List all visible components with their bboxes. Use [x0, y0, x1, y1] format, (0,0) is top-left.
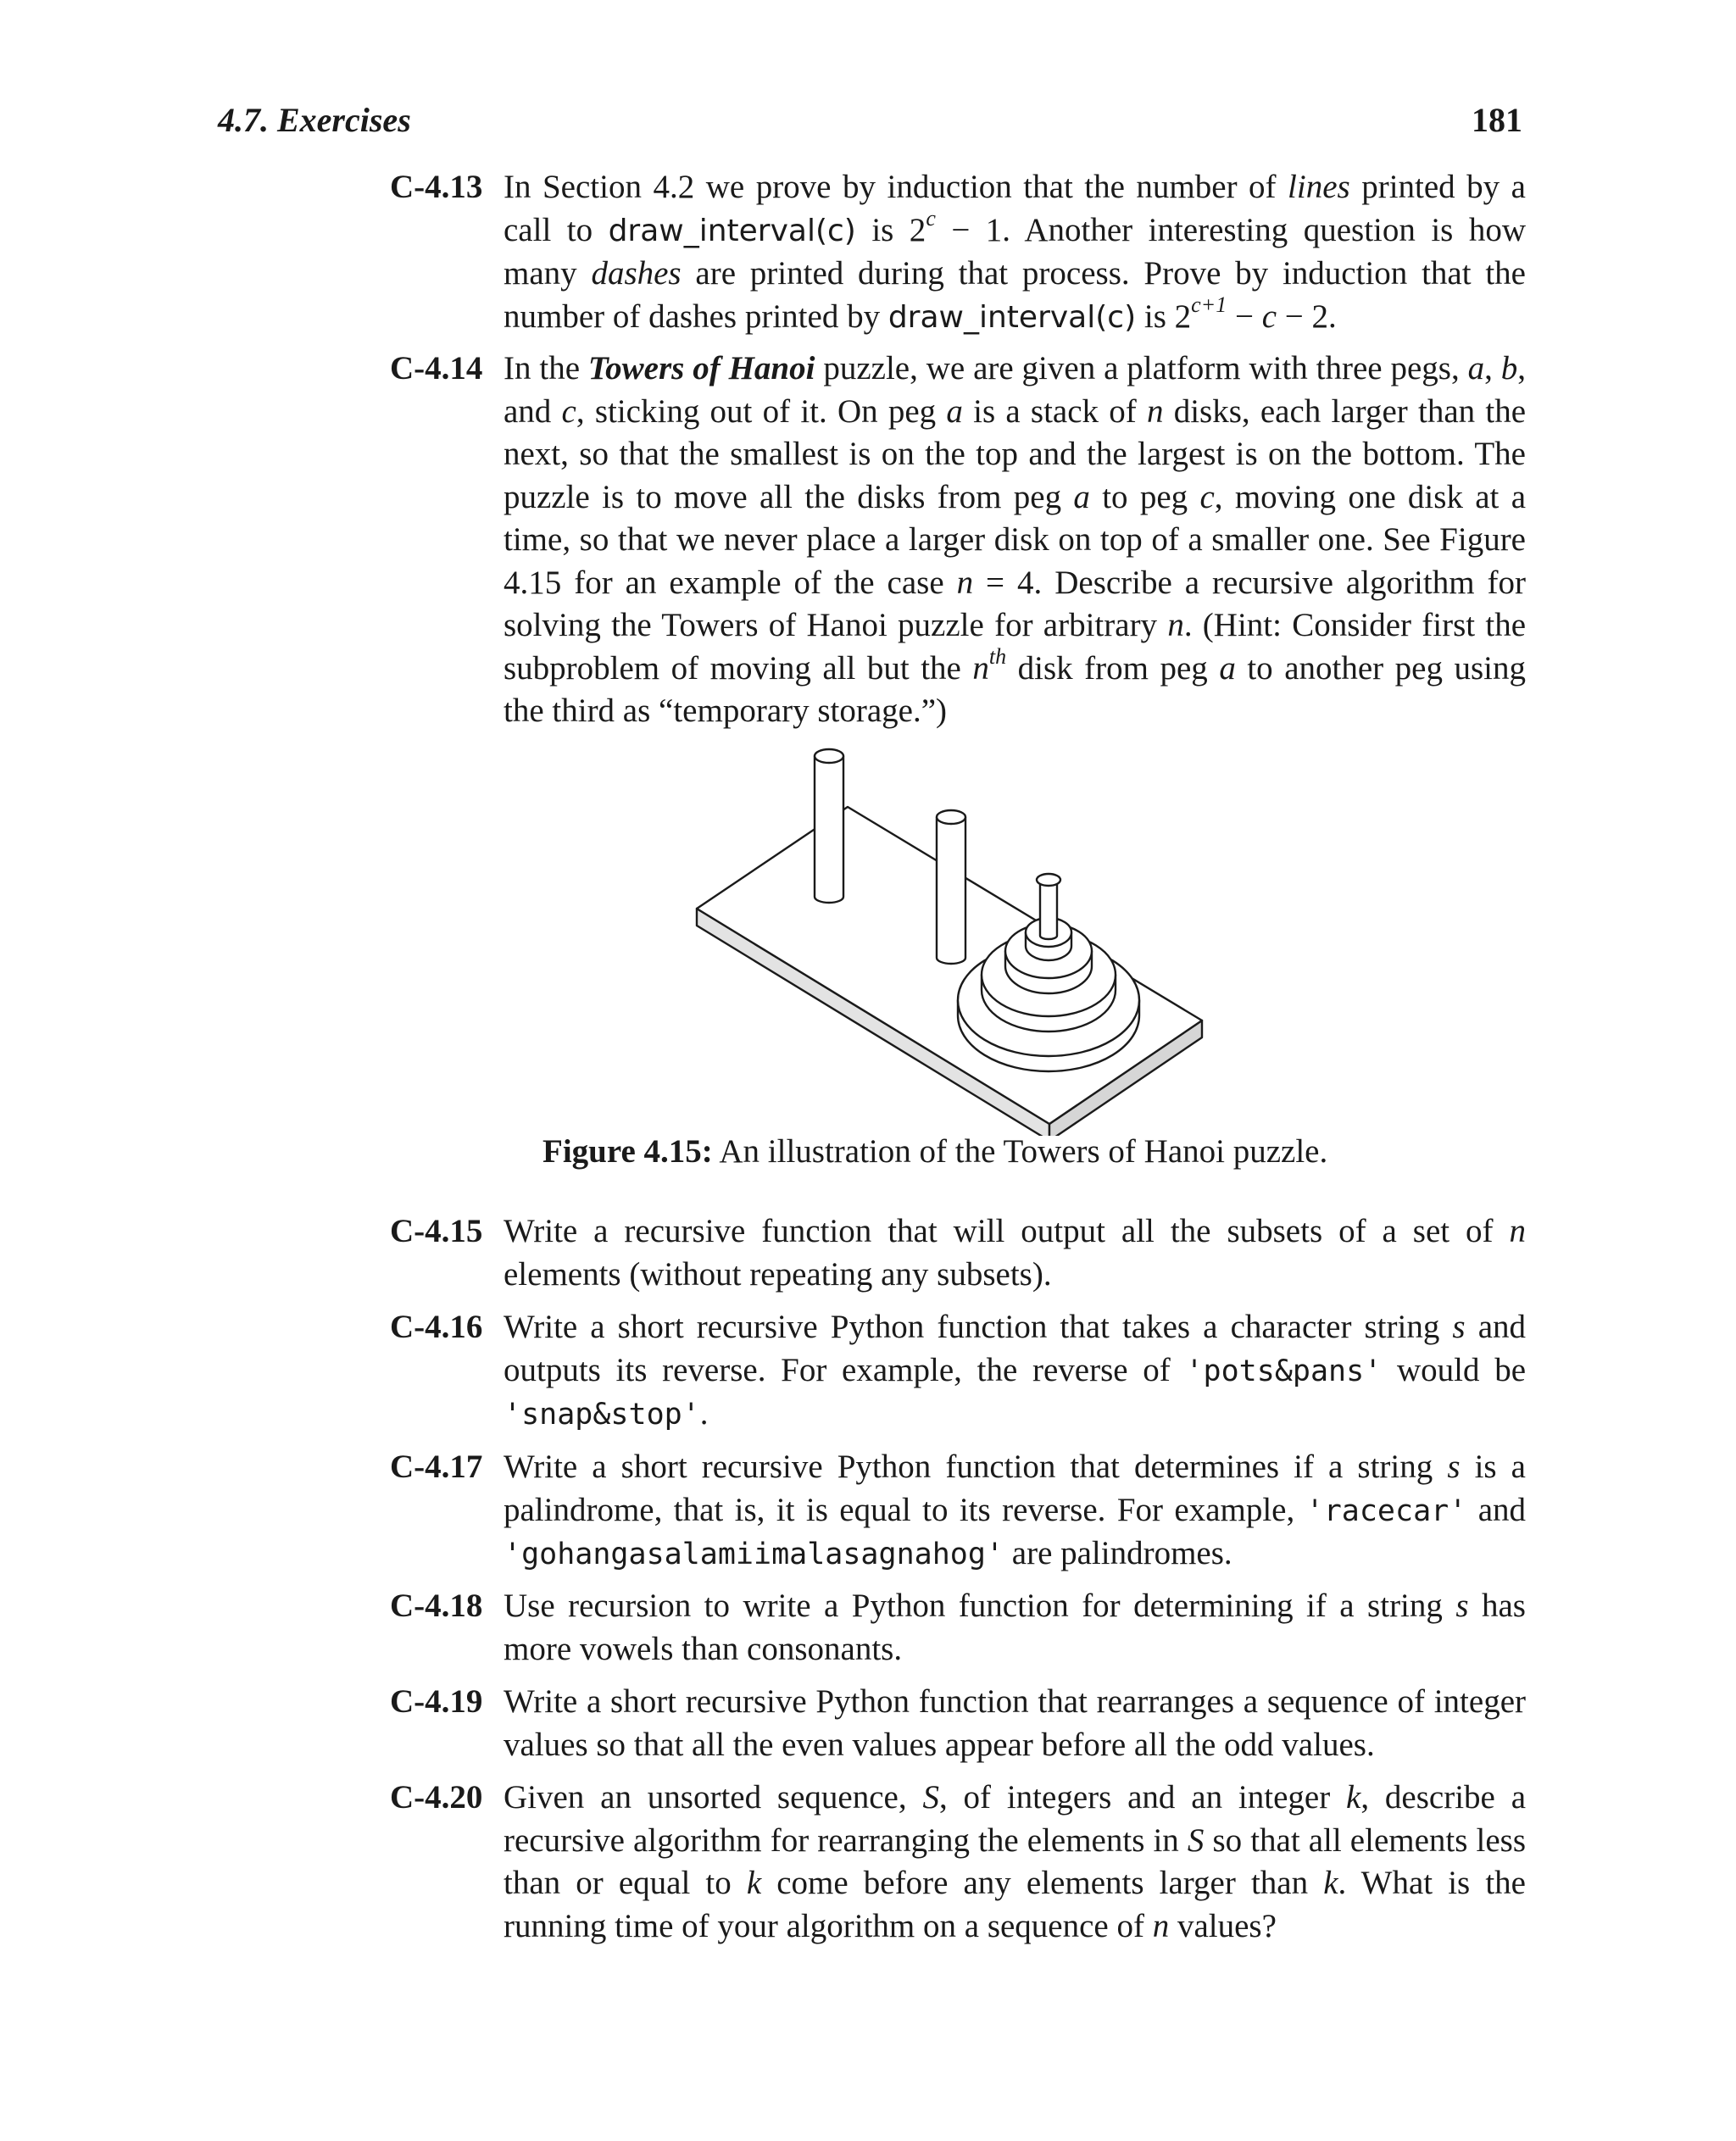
math-var: n: [1152, 1907, 1170, 1944]
text: .: [699, 1395, 709, 1432]
text: ,: [1484, 350, 1501, 386]
math-var: c: [1261, 298, 1277, 335]
math-var: k: [1323, 1865, 1338, 1901]
math-var: S: [1187, 1821, 1205, 1859]
text: , describe a recursive algorithm for rearranging the elements in: [504, 1779, 1526, 1859]
emphasis: dashes: [591, 255, 682, 292]
superscript: c+1: [1191, 292, 1227, 317]
math-var: c: [561, 392, 576, 430]
exercise-c-4-20: [390, 1777, 1526, 1948]
math-var: s: [1447, 1449, 1461, 1485]
text: come before any elements larger than: [761, 1865, 1324, 1901]
exercise-c-4-13: [390, 166, 1526, 339]
text: Write a short recursive Python function that rearranges a sequence of integer values so that all the even values appear before all the odd values.: [504, 1683, 1526, 1763]
math-var: k: [746, 1865, 762, 1901]
math-var: n: [1146, 392, 1164, 430]
math-var: a: [1073, 478, 1090, 515]
exercise-id: C-4.13: [390, 169, 483, 205]
text: to another peg using the third as “temporary storage.”): [504, 649, 1527, 729]
text: . What is the running time of your algorithm on a sequence of: [504, 1865, 1526, 1944]
text: . (Hint: Consider first the subproblem of moving all but the: [504, 607, 1527, 687]
text: is 2: [1136, 298, 1192, 335]
figure-caption: [542, 1132, 1327, 1171]
text: In Section 4.2 we prove by induction that the number of: [504, 169, 1288, 205]
text: Write a short recursive Python function that takes a character string: [504, 1309, 1453, 1345]
exercise-c-4-17: [390, 1446, 1526, 1577]
exercise-id: C-4.16: [390, 1309, 483, 1345]
exercise-id: C-4.18: [390, 1588, 483, 1624]
text: are printed during that process. Prove by induction that the number of dashes printed by: [504, 255, 1526, 335]
superscript: th: [988, 643, 1007, 669]
text: disks, each larger than the next, so that the smallest is on the top and the largest is on the bottom. The puzzle is to move all the disks from peg: [504, 392, 1526, 515]
emphasis: lines: [1288, 169, 1350, 205]
math-var: n: [972, 649, 989, 687]
code: draw_interval(c): [608, 213, 856, 248]
exercise-id: C-4.19: [390, 1683, 483, 1720]
text: and outputs its reverse. For example, the reverse of: [504, 1309, 1526, 1388]
running-header-section: 4.7. Exercises: [218, 101, 411, 139]
text: Write a recursive function that will output all the subsets of a set of: [504, 1213, 1510, 1249]
exercise-id: C-4.17: [390, 1449, 483, 1485]
text: elements (without repeating any subsets).: [504, 1255, 1052, 1293]
exercise-c-4-18: [390, 1585, 1526, 1671]
code: draw_interval(c): [887, 299, 1137, 335]
math-var: b: [1500, 350, 1518, 386]
page-number: 181: [1472, 101, 1522, 139]
math-var: n: [1167, 607, 1184, 643]
exercise-text: [504, 1585, 1526, 1671]
text: is a stack of: [962, 392, 1147, 430]
text: Use recursion to write a Python function for determining if a string: [504, 1588, 1456, 1624]
text: printed by a call to: [504, 169, 1526, 248]
exercise-text: [504, 1681, 1526, 1766]
code: 'gohangasalamiimalasagnahog': [504, 1538, 1004, 1571]
text: has more vowels than consonants.: [504, 1588, 1526, 1667]
text: , of integers and an integer: [938, 1779, 1347, 1816]
text: , and: [504, 350, 1526, 430]
exercise-c-4-15: [390, 1210, 1526, 1296]
text: In the: [504, 350, 588, 386]
exercise-text: [504, 1306, 1526, 1437]
math-var: c: [1199, 478, 1215, 515]
exercise-id: C-4.20: [390, 1779, 483, 1816]
peg-c: [1037, 874, 1060, 939]
peg-b: [937, 810, 965, 964]
math-var: a: [946, 392, 963, 430]
math-var: k: [1346, 1779, 1361, 1816]
text: to peg: [1089, 478, 1200, 515]
text: , sticking out of it. On peg: [576, 392, 947, 430]
math-var: s: [1452, 1309, 1466, 1345]
text: are palindromes.: [1004, 1535, 1232, 1571]
text: = 4. Describe a recursive algorithm for solving the Towers of Hanoi puzzle for arbitrary: [504, 564, 1526, 643]
text: values?: [1169, 1907, 1277, 1944]
text: so that all elements less than or equal to: [504, 1821, 1526, 1901]
exercise-c-4-14: [390, 348, 1526, 733]
text: − 1. Another interesting question is how many: [504, 211, 1526, 292]
exercise-c-4-19: [390, 1681, 1526, 1766]
peg-a: [815, 749, 843, 903]
code: 'pots&pans': [1185, 1354, 1383, 1388]
exercise-text: [504, 1446, 1526, 1577]
text: , moving one disk at a time, so that we never place a larger disk on top of a smaller one. See Figure 4.15 for an example of the case: [504, 478, 1527, 601]
caption-label: Figure 4.15:: [542, 1133, 713, 1170]
text: −: [1227, 298, 1262, 335]
math-var: n: [956, 564, 974, 601]
math-var: s: [1455, 1588, 1469, 1624]
superscript: c: [926, 205, 936, 231]
text: would be: [1382, 1351, 1526, 1388]
emphasis: Towers of Hanoi: [587, 350, 815, 386]
exercise-text: [504, 1777, 1526, 1948]
text: Given an unsorted sequence,: [504, 1779, 923, 1816]
exercise-text: [504, 1210, 1526, 1296]
math-var: a: [1467, 350, 1485, 386]
text: disk from peg: [1006, 649, 1220, 687]
exercise-c-4-16: [390, 1306, 1526, 1437]
exercise-text: [504, 166, 1526, 339]
text: Write a short recursive Python function that determines if a string: [504, 1449, 1448, 1485]
exercise-id: C-4.15: [390, 1213, 483, 1249]
caption-text: An illustration of the Towers of Hanoi puzzle.: [712, 1133, 1328, 1170]
text: is 2: [855, 211, 926, 248]
text: puzzle, we are given a platform with three pegs,: [815, 350, 1468, 386]
math-var: n: [1509, 1213, 1526, 1249]
exercise-text: [504, 348, 1526, 733]
towers-of-hanoi-illustration: [0, 746, 1736, 1136]
code: 'snap&stop': [504, 1398, 700, 1432]
text: − 2.: [1277, 298, 1337, 335]
text: is a palindrome, that is, it is equal to its reverse. For example,: [504, 1449, 1526, 1528]
math-var: S: [922, 1779, 939, 1816]
exercise-id: C-4.14: [390, 350, 483, 386]
text: and: [1466, 1491, 1527, 1528]
code: 'racecar': [1305, 1493, 1467, 1528]
math-var: a: [1219, 649, 1236, 687]
